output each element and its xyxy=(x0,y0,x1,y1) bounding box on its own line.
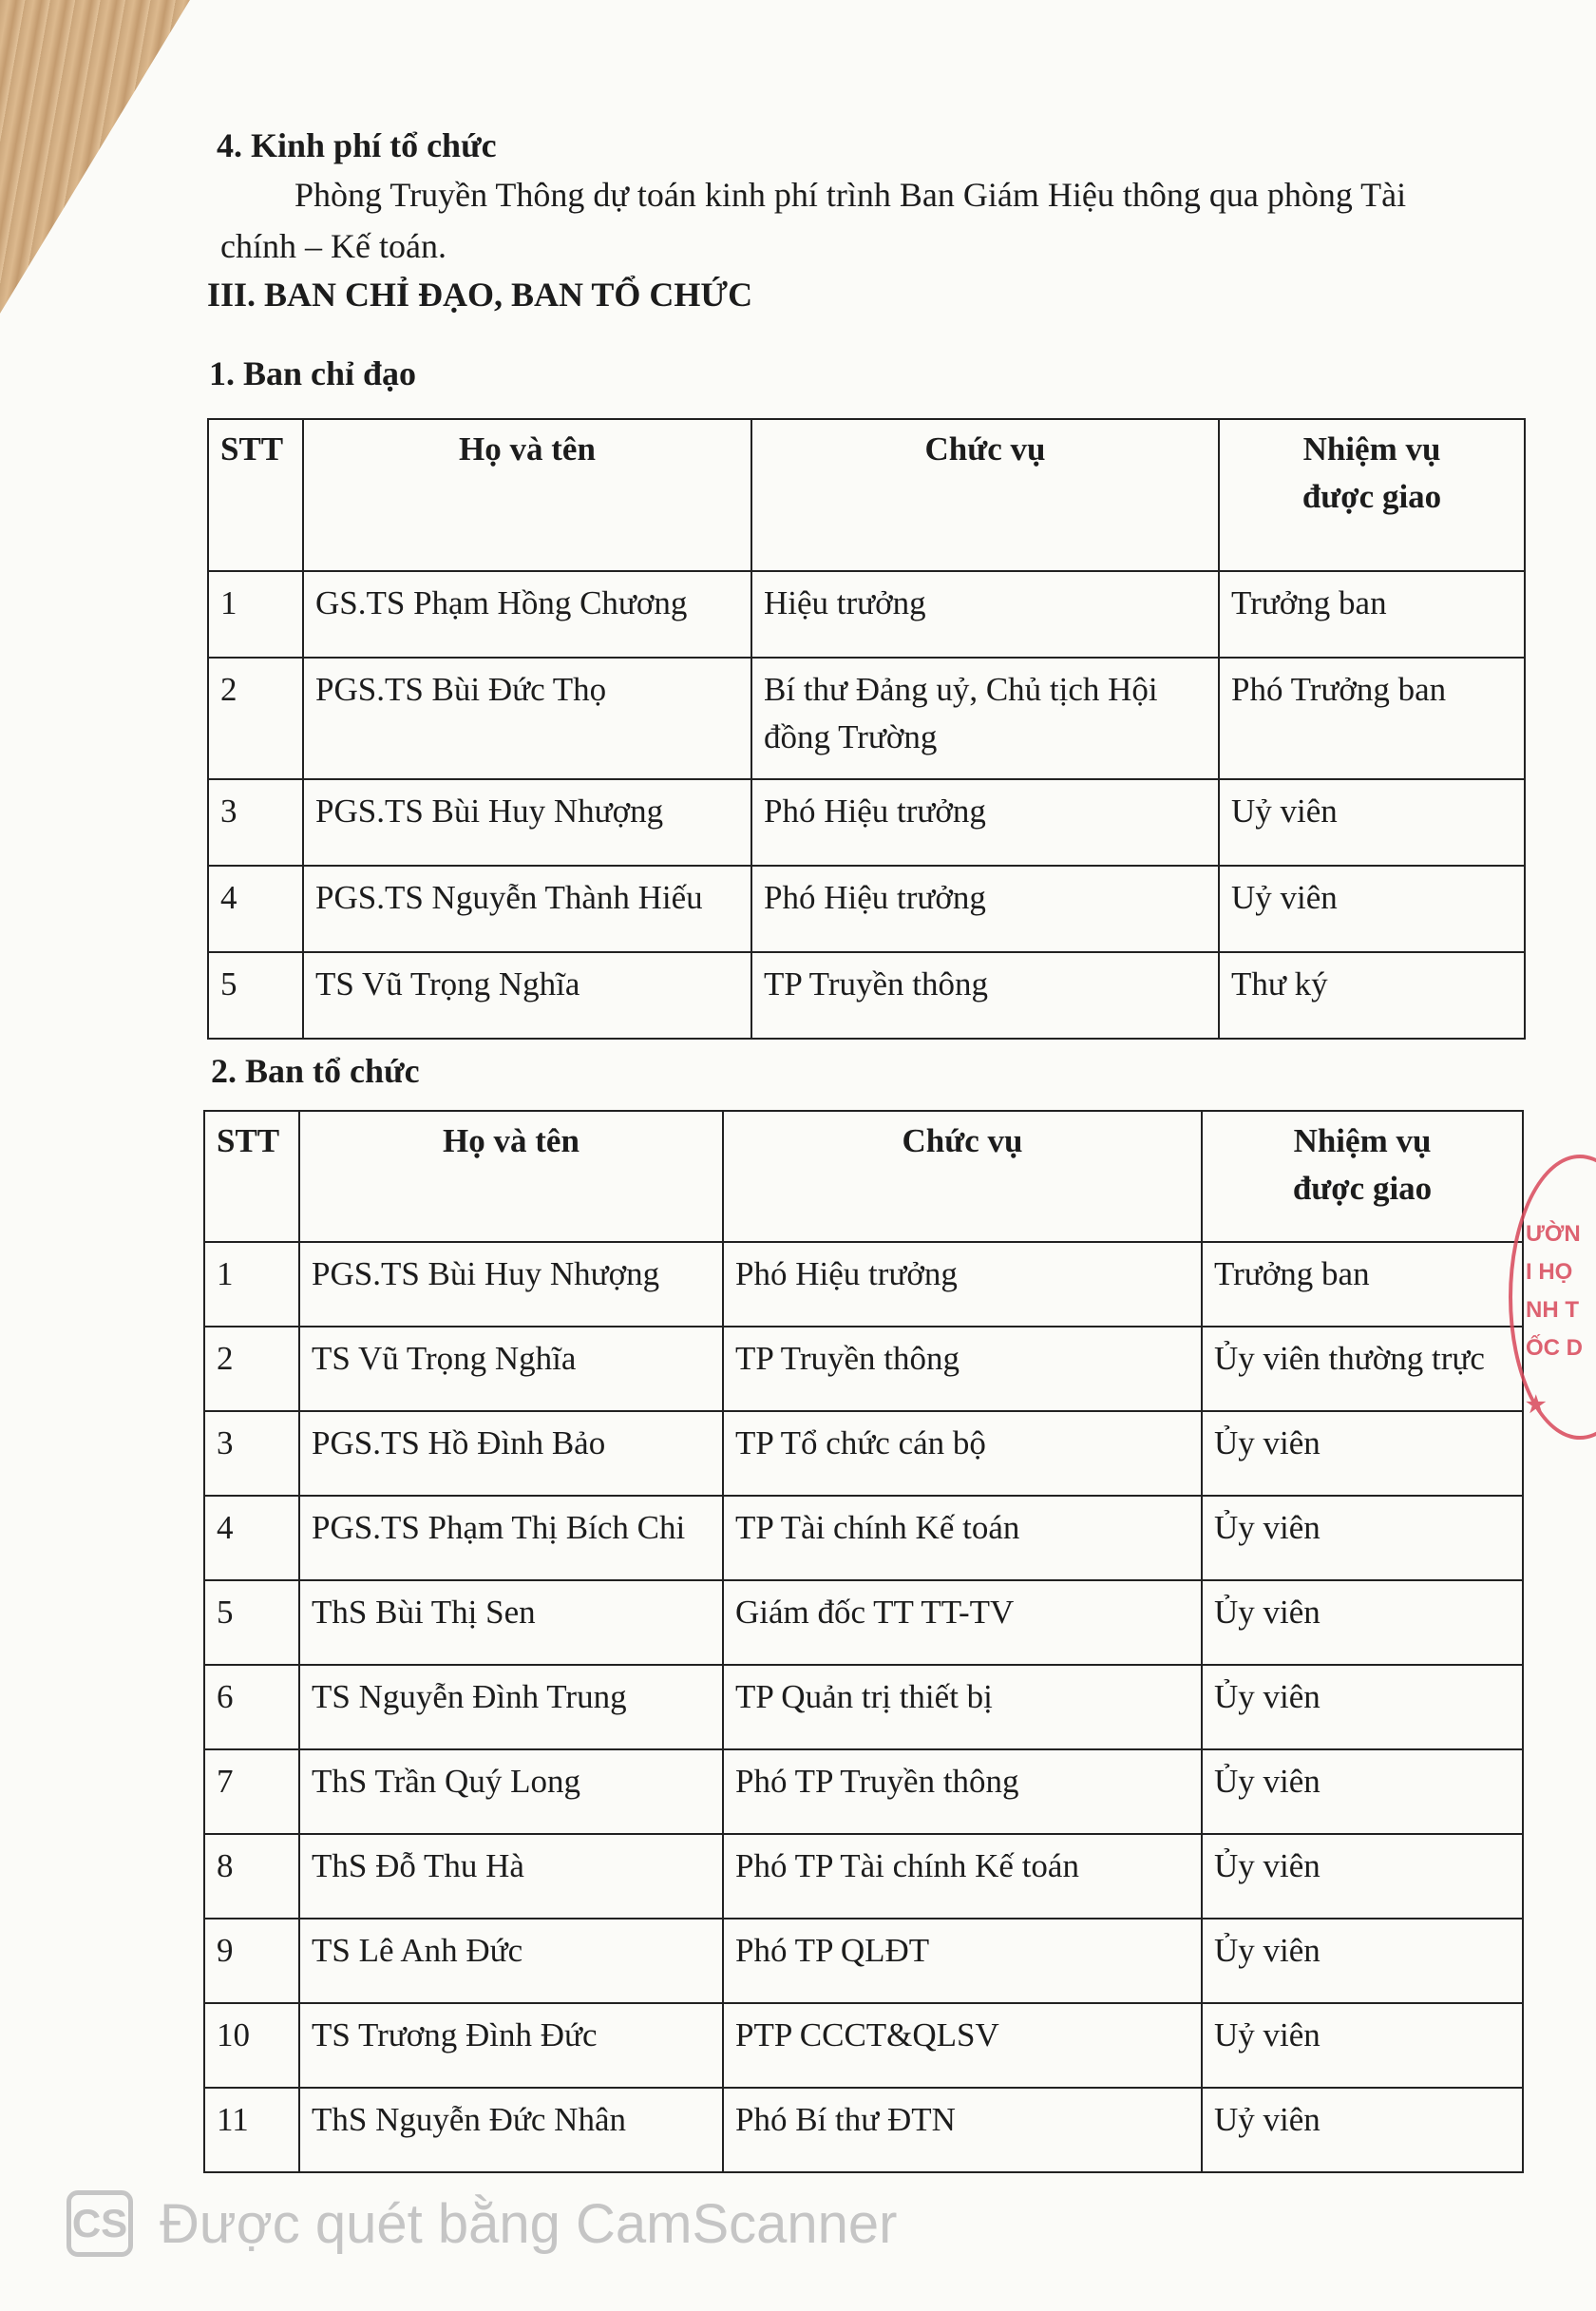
organizing-committee-table xyxy=(203,1110,1524,2173)
cell-stt: 8 xyxy=(204,1834,299,1919)
cell-task: Ủy viên xyxy=(1202,1919,1523,2003)
cell-position: Giám đốc TT TT-TV xyxy=(723,1580,1202,1665)
table-row xyxy=(204,1665,1523,1749)
cell-position: TP Quản trị thiết bị xyxy=(723,1665,1202,1749)
table-row xyxy=(208,779,1525,866)
cell-task: Uỷ viên xyxy=(1202,2003,1523,2088)
cell-stt: 3 xyxy=(208,779,303,866)
cell-stt: 6 xyxy=(204,1665,299,1749)
cell-task: Trưởng ban xyxy=(1219,571,1525,658)
cell-name: TS Vũ Trọng Nghĩa xyxy=(299,1327,723,1411)
cell-task: Ủy viên xyxy=(1202,1749,1523,1834)
cell-position: PTP CCCT&QLSV xyxy=(723,2003,1202,2088)
table-row xyxy=(208,866,1525,952)
cell-stt: 7 xyxy=(204,1749,299,1834)
cell-task: Ủy viên xyxy=(1202,1411,1523,1496)
cell-stt: 11 xyxy=(204,2088,299,2172)
table-row xyxy=(208,952,1525,1039)
cell-stt: 4 xyxy=(204,1496,299,1580)
cell-position: Phó TP Tài chính Kế toán xyxy=(723,1834,1202,1919)
header-stt: STT xyxy=(204,1111,299,1242)
cell-task: Ủy viên xyxy=(1202,1665,1523,1749)
cell-name: ThS Đỗ Thu Hà xyxy=(299,1834,723,1919)
header-stt: STT xyxy=(208,419,303,571)
cell-position: Phó TP Truyền thông xyxy=(723,1749,1202,1834)
table-row xyxy=(204,1496,1523,1580)
cell-stt: 2 xyxy=(208,658,303,779)
cell-task: Uỷ viên xyxy=(1219,779,1525,866)
cell-stt: 3 xyxy=(204,1411,299,1496)
table-row xyxy=(204,1749,1523,1834)
cell-position: Phó TP QLĐT xyxy=(723,1919,1202,2003)
table-2-title: 2. Ban tổ chức xyxy=(211,1052,420,1090)
cell-task: Ủy viên thường trực xyxy=(1202,1327,1523,1411)
table-row xyxy=(208,571,1525,658)
cell-task: Trưởng ban xyxy=(1202,1242,1523,1327)
table-row xyxy=(208,658,1525,779)
cell-stt: 2 xyxy=(204,1327,299,1411)
cell-position: Phó Hiệu trưởng xyxy=(751,866,1219,952)
header-name: Họ và tên xyxy=(299,1111,723,1242)
camscanner-logo-icon: CS xyxy=(66,2190,133,2257)
stamp-text-line: ƯỜN xyxy=(1526,1221,1581,1247)
cell-position: Phó Hiệu trưởng xyxy=(751,779,1219,866)
stamp-text-line: ỐC D xyxy=(1526,1335,1583,1361)
table-row xyxy=(204,1327,1523,1411)
cell-position: TP Truyền thông xyxy=(723,1327,1202,1411)
header-name: Họ và tên xyxy=(303,419,751,571)
cell-stt: 4 xyxy=(208,866,303,952)
cell-position: Phó Hiệu trưởng xyxy=(723,1242,1202,1327)
section-4-paragraph-line-1: Phòng Truyền Thông dự toán kinh phí trình Ban Giám Hiệu thông qua phòng Tài xyxy=(294,176,1407,214)
cell-stt: 10 xyxy=(204,2003,299,2088)
table-header-row xyxy=(208,419,1525,571)
steering-committee-table xyxy=(207,418,1526,1040)
section-3-heading: III. BAN CHỈ ĐẠO, BAN TỔ CHỨC xyxy=(207,276,753,314)
table-row xyxy=(204,2003,1523,2088)
cell-position: TP Tài chính Kế toán xyxy=(723,1496,1202,1580)
cell-name: GS.TS Phạm Hồng Chương xyxy=(303,571,751,658)
table-row xyxy=(204,1834,1523,1919)
cell-name: ThS Nguyễn Đức Nhân xyxy=(299,2088,723,2172)
cell-task: Ủy viên xyxy=(1202,1834,1523,1919)
cell-stt: 9 xyxy=(204,1919,299,2003)
table-row xyxy=(204,2088,1523,2172)
table-row xyxy=(204,1242,1523,1327)
stamp-text-line: NH T xyxy=(1526,1297,1579,1323)
cell-position: Bí thư Đảng uỷ, Chủ tịch Hội đồng Trường xyxy=(751,658,1219,779)
cell-task: Ủy viên xyxy=(1202,1496,1523,1580)
cell-position: TP Tổ chức cán bộ xyxy=(723,1411,1202,1496)
cell-name: TS Lê Anh Đức xyxy=(299,1919,723,2003)
stamp-star-icon: ★ xyxy=(1526,1392,1547,1418)
cell-stt: 1 xyxy=(208,571,303,658)
cell-name: PGS.TS Hồ Đình Bảo xyxy=(299,1411,723,1496)
cell-name: PGS.TS Bùi Huy Nhượng xyxy=(299,1242,723,1327)
cell-name: PGS.TS Nguyễn Thành Hiếu xyxy=(303,866,751,952)
cell-name: PGS.TS Bùi Huy Nhượng xyxy=(303,779,751,866)
cell-position: TP Truyền thông xyxy=(751,952,1219,1039)
cell-position: Phó Bí thư ĐTN xyxy=(723,2088,1202,2172)
cell-name: ThS Trần Quý Long xyxy=(299,1749,723,1834)
cell-task: Uỷ viên xyxy=(1219,866,1525,952)
section-4-paragraph-line-2: chính – Kế toán. xyxy=(220,227,446,265)
section-4-heading: 4. Kinh phí tổ chức xyxy=(217,126,497,164)
header-position: Chức vụ xyxy=(723,1111,1202,1242)
cell-name: PGS.TS Phạm Thị Bích Chi xyxy=(299,1496,723,1580)
cell-stt: 1 xyxy=(204,1242,299,1327)
cell-task: Ủy viên xyxy=(1202,1580,1523,1665)
table-row xyxy=(204,1919,1523,2003)
cell-name: PGS.TS Bùi Đức Thọ xyxy=(303,658,751,779)
cell-position: Hiệu trưởng xyxy=(751,571,1219,658)
table-row xyxy=(204,1580,1523,1665)
table-1-title: 1. Ban chỉ đạo xyxy=(209,354,417,392)
cell-stt: 5 xyxy=(208,952,303,1039)
cell-name: TS Vũ Trọng Nghĩa xyxy=(303,952,751,1039)
watermark-text: Được quét bằng CamScanner xyxy=(160,2192,898,2255)
cell-name: TS Trương Đình Đức xyxy=(299,2003,723,2088)
cell-task: Thư ký xyxy=(1219,952,1525,1039)
header-task: Nhiệm vụ được giao xyxy=(1219,419,1525,571)
header-task: Nhiệm vụ được giao xyxy=(1202,1111,1523,1242)
cell-task: Phó Trưởng ban xyxy=(1219,658,1525,779)
cell-task: Uỷ viên xyxy=(1202,2088,1523,2172)
table-row xyxy=(204,1411,1523,1496)
cell-name: TS Nguyễn Đình Trung xyxy=(299,1665,723,1749)
table-header-row xyxy=(204,1111,1523,1242)
stamp-text-line: I HỌ xyxy=(1526,1259,1573,1285)
cell-stt: 5 xyxy=(204,1580,299,1665)
header-position: Chức vụ xyxy=(751,419,1219,571)
camscanner-watermark xyxy=(66,2186,898,2262)
cell-name: ThS Bùi Thị Sen xyxy=(299,1580,723,1665)
